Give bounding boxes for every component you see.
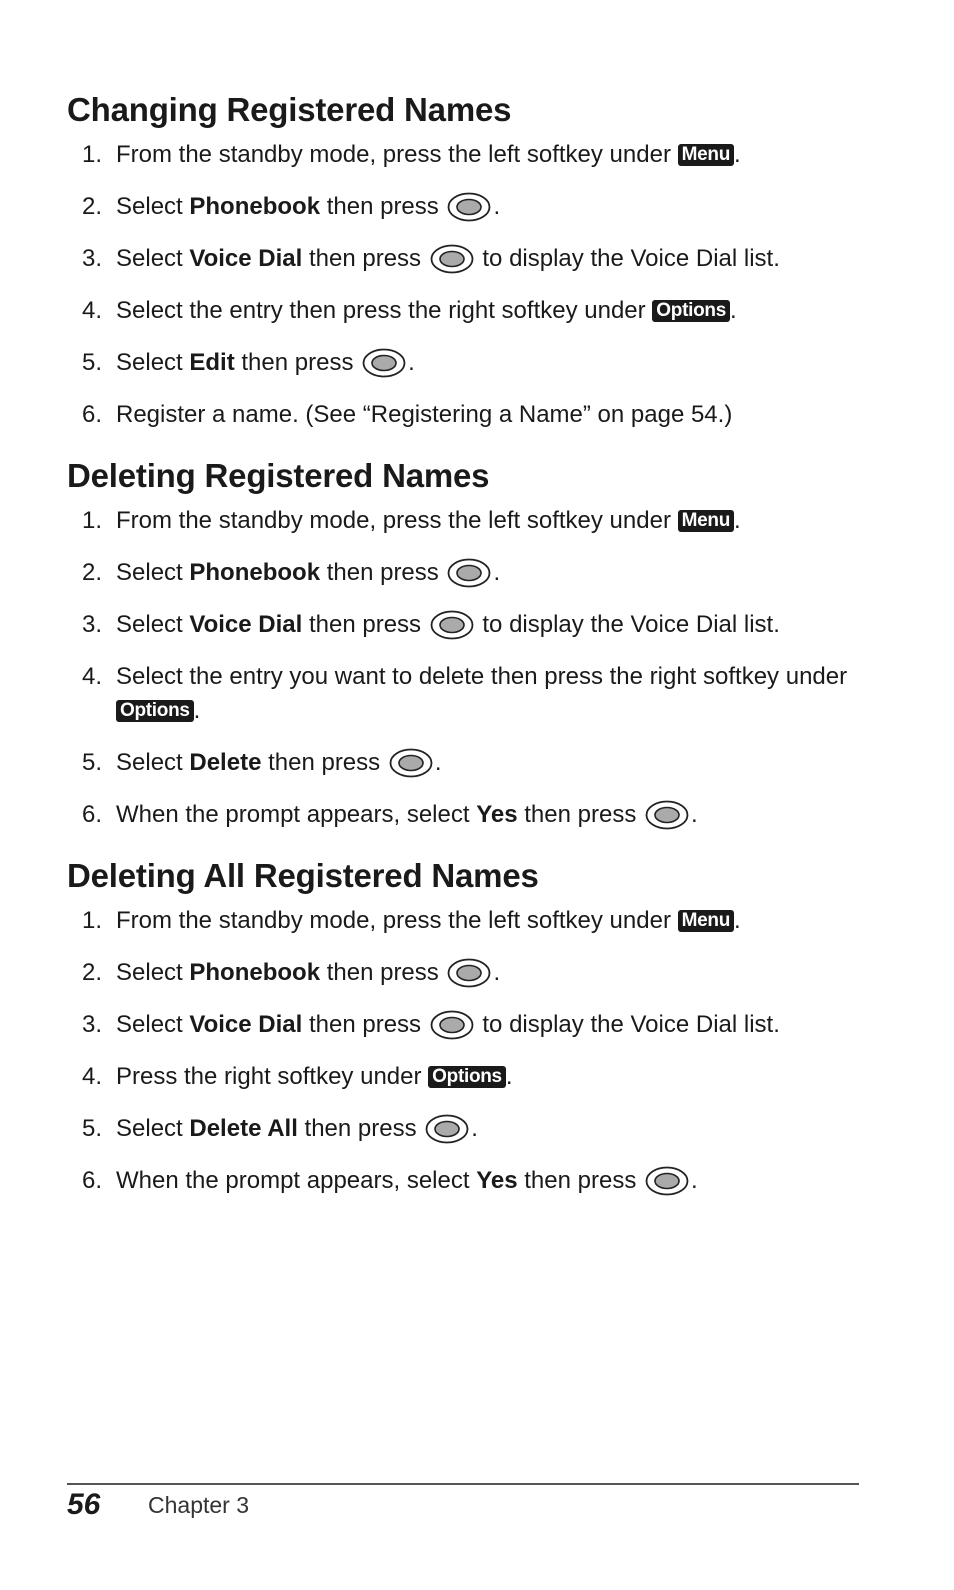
ok-button-icon bbox=[645, 1166, 689, 1196]
step-text: Select the entry you want to delete then press the right softkey under bbox=[116, 663, 848, 690]
step-item bbox=[67, 398, 856, 432]
ok-button-icon bbox=[362, 348, 406, 378]
step-text: then press bbox=[297, 1115, 424, 1142]
menu-option-name: Voice Dial bbox=[189, 245, 303, 272]
step-text: Select bbox=[116, 1115, 190, 1142]
step-item bbox=[67, 294, 856, 328]
step-text: . bbox=[729, 297, 737, 324]
step-item bbox=[67, 956, 856, 990]
step-text: . bbox=[493, 559, 501, 586]
step-text: then press bbox=[517, 1167, 643, 1194]
step-text: to display the Voice Dial list. bbox=[475, 1011, 780, 1038]
step-text: Register a name. (See “Registering a Name” on page 54.) bbox=[116, 401, 733, 428]
step-text: From the standby mode, press the left softkey under bbox=[116, 507, 678, 534]
step-item bbox=[67, 798, 856, 832]
section-2 bbox=[67, 454, 867, 832]
chapter-label: Chapter 3 bbox=[148, 1492, 250, 1518]
step-text: . bbox=[734, 907, 741, 934]
step-number: 4. bbox=[82, 297, 103, 324]
step-item bbox=[67, 556, 856, 590]
softkey-label: Options bbox=[652, 300, 730, 322]
step-text: When the prompt appears, select bbox=[116, 1167, 477, 1194]
step-text: then press bbox=[302, 611, 428, 638]
menu-option-name: Phonebook bbox=[189, 559, 321, 586]
step-text: Select the entry then press the right softkey under bbox=[116, 297, 653, 324]
step-number: 6. bbox=[82, 801, 103, 828]
step-item bbox=[67, 190, 856, 224]
softkey-label: Menu bbox=[678, 510, 734, 532]
step-item bbox=[67, 1008, 856, 1042]
step-text: Select bbox=[116, 559, 190, 586]
step-list bbox=[67, 504, 867, 832]
step-text: then press bbox=[234, 349, 361, 376]
step-text: . bbox=[493, 959, 501, 986]
step-text: When the prompt appears, select bbox=[116, 801, 477, 828]
step-text: From the standby mode, press the left softkey under bbox=[116, 141, 678, 168]
step-text: . bbox=[734, 507, 741, 534]
section-3 bbox=[67, 854, 867, 1198]
step-item bbox=[67, 138, 856, 172]
page-number: 56 bbox=[67, 1488, 101, 1521]
step-text: then press bbox=[302, 1011, 428, 1038]
step-number: 2. bbox=[82, 559, 103, 586]
step-number: 2. bbox=[82, 959, 103, 986]
step-text: then press bbox=[302, 245, 428, 272]
ok-button-icon bbox=[447, 958, 491, 988]
step-number: 5. bbox=[82, 749, 103, 776]
footer-divider bbox=[67, 1483, 859, 1485]
step-text: . bbox=[505, 1063, 513, 1090]
step-text: to display the Voice Dial list. bbox=[475, 245, 780, 272]
step-item bbox=[67, 904, 856, 938]
step-item bbox=[67, 660, 856, 728]
ok-button-icon bbox=[389, 748, 433, 778]
step-text: then press bbox=[320, 559, 446, 586]
step-number: 1. bbox=[82, 507, 103, 534]
menu-option-name: Delete All bbox=[189, 1115, 298, 1142]
step-text: Select bbox=[116, 193, 190, 220]
ok-button-icon bbox=[425, 1114, 469, 1144]
menu-option-name: Voice Dial bbox=[189, 1011, 303, 1038]
step-text: Select bbox=[116, 1011, 190, 1038]
step-number: 2. bbox=[82, 193, 103, 220]
step-number: 3. bbox=[82, 1011, 103, 1038]
step-number: 4. bbox=[82, 663, 103, 690]
menu-option-name: Delete bbox=[189, 749, 262, 776]
step-text: Select bbox=[116, 959, 190, 986]
step-text: then press bbox=[517, 801, 643, 828]
ok-button-icon bbox=[645, 800, 689, 830]
menu-option-name: Phonebook bbox=[189, 193, 321, 220]
softkey-label: Menu bbox=[678, 144, 734, 166]
softkey-label: Options bbox=[428, 1066, 506, 1088]
step-text: . bbox=[408, 349, 415, 376]
step-item bbox=[67, 1164, 856, 1198]
step-text: then press bbox=[261, 749, 387, 776]
step-text: . bbox=[493, 193, 501, 220]
softkey-label: Menu bbox=[678, 910, 734, 932]
step-text: . bbox=[734, 141, 741, 168]
step-text: Select bbox=[116, 611, 190, 638]
step-number: 6. bbox=[82, 1167, 103, 1194]
step-text: . bbox=[690, 801, 698, 828]
ok-button-icon bbox=[430, 610, 474, 640]
step-item bbox=[67, 608, 856, 642]
softkey-label: Options bbox=[116, 700, 194, 722]
step-number: 5. bbox=[82, 1115, 103, 1142]
step-list bbox=[67, 904, 867, 1198]
step-text: From the standby mode, press the left softkey under bbox=[116, 907, 678, 934]
step-number: 5. bbox=[82, 349, 103, 376]
step-text: Select bbox=[116, 349, 190, 376]
step-item bbox=[67, 242, 856, 276]
section-heading: Deleting Registered Names bbox=[67, 457, 490, 494]
section-heading: Deleting All Registered Names bbox=[67, 857, 539, 894]
step-text: Select bbox=[116, 749, 190, 776]
menu-option-name: Yes bbox=[476, 801, 518, 828]
section-1 bbox=[67, 88, 867, 432]
step-text: Press the right softkey under bbox=[116, 1063, 429, 1090]
step-text: . bbox=[193, 697, 201, 724]
step-item bbox=[67, 504, 856, 538]
menu-option-name: Edit bbox=[189, 349, 235, 376]
step-list bbox=[67, 138, 867, 432]
step-text: then press bbox=[320, 959, 446, 986]
ok-button-icon bbox=[447, 192, 491, 222]
step-number: 3. bbox=[82, 611, 103, 638]
step-number: 3. bbox=[82, 245, 103, 272]
menu-option-name: Voice Dial bbox=[189, 611, 303, 638]
step-text: . bbox=[434, 749, 442, 776]
section-heading: Changing Registered Names bbox=[67, 91, 512, 128]
step-text: then press bbox=[320, 193, 446, 220]
step-number: 1. bbox=[82, 141, 103, 168]
step-text: to display the Voice Dial list. bbox=[475, 611, 780, 638]
menu-option-name: Phonebook bbox=[189, 959, 321, 986]
menu-option-name: Yes bbox=[476, 1167, 518, 1194]
step-text: . bbox=[471, 1115, 478, 1142]
step-item bbox=[67, 346, 856, 380]
step-text: Select bbox=[116, 245, 190, 272]
step-item bbox=[67, 1060, 856, 1094]
step-text: . bbox=[690, 1167, 698, 1194]
step-number: 4. bbox=[82, 1063, 103, 1090]
step-number: 1. bbox=[82, 907, 103, 934]
ok-button-icon bbox=[430, 244, 474, 274]
step-number: 6. bbox=[82, 401, 103, 428]
step-item bbox=[67, 1112, 856, 1146]
ok-button-icon bbox=[430, 1010, 474, 1040]
ok-button-icon bbox=[447, 558, 491, 588]
manual-page-content bbox=[67, 88, 867, 1220]
step-item bbox=[67, 746, 856, 780]
